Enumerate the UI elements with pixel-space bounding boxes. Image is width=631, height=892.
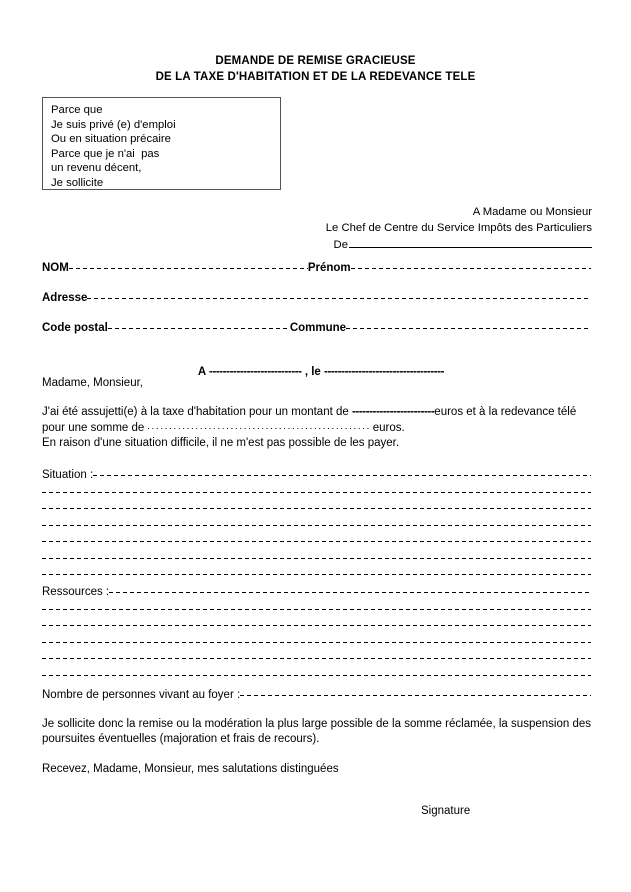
dash-rule	[42, 486, 591, 495]
document-title	[0, 53, 631, 85]
reason-line-1: Parce que	[51, 104, 103, 116]
reason-box	[42, 97, 281, 190]
dash-rule	[42, 652, 591, 661]
row-adresse	[42, 292, 591, 304]
dash-rule	[42, 669, 591, 678]
recipient-de-row	[0, 236, 592, 253]
section-situation	[42, 469, 591, 585]
title-line-1: DEMANDE DE REMISE GRACIEUSE	[215, 55, 416, 67]
situation-input-line-7[interactable]	[42, 568, 591, 585]
reason-line-3: Ou en situation précaire	[51, 133, 171, 146]
adresse-input-field[interactable]	[87, 292, 591, 301]
dash-rule	[42, 502, 591, 511]
reason-line-5: un revenu décent,	[51, 162, 142, 175]
dash-rule	[42, 603, 591, 612]
situation-input-line-5[interactable]	[42, 535, 591, 552]
situation-input-line-1[interactable]	[93, 469, 591, 478]
prenom-input-field[interactable]	[351, 262, 591, 271]
dash-rule	[42, 636, 591, 645]
recipient-block	[0, 205, 592, 236]
dash-rule	[42, 619, 591, 628]
reason-line-2: Je suis privé (e) d'emploi	[51, 118, 176, 131]
prenom-label: Prénom	[307, 262, 351, 274]
row-nom-prenom	[42, 262, 591, 274]
commune-input-field[interactable]	[346, 322, 591, 331]
commune-label: Commune	[289, 322, 347, 334]
ressources-input-line-1[interactable]	[109, 586, 591, 595]
taxe-unit: euros.	[369, 422, 405, 435]
dash-rule	[42, 568, 591, 577]
dash-rule	[42, 552, 591, 561]
dash-rule	[42, 519, 591, 528]
row-nombre-personnes	[42, 689, 591, 701]
ressources-input-line-2[interactable]	[42, 603, 591, 620]
ressources-label: Ressources :	[42, 586, 110, 598]
row-code-postal-commune	[42, 322, 591, 334]
montant-input-field[interactable]: ------------------------	[351, 406, 435, 418]
situation-input-line-6[interactable]	[42, 552, 591, 569]
ressources-input-line-6[interactable]	[42, 669, 591, 686]
section-ressources	[42, 586, 591, 685]
place-label: A	[197, 366, 206, 378]
foyer-input-field[interactable]	[240, 689, 591, 698]
situation-input-line-2[interactable]	[42, 486, 591, 503]
salutation-text: Madame, Monsieur,	[42, 377, 143, 389]
nom-label: NOM	[42, 262, 69, 274]
code-postal-label: Code postal	[42, 322, 108, 334]
situation-input-line-4[interactable]	[42, 519, 591, 536]
situation-head	[42, 469, 591, 486]
code-postal-input-field[interactable]	[108, 322, 290, 331]
date-input-field[interactable]: -----------------------------------	[324, 366, 445, 378]
taxe-text-before: J'ai été assujetti(e) à la taxe d'habitation pour un montant de	[42, 406, 349, 418]
title-line-2: DE LA TAXE D'HABITATION ET DE LA REDEVANCE TELE	[155, 71, 476, 83]
taxe-last-line: En raison d'une situation difficile, il ne m'est pas possible de les payer.	[42, 437, 400, 450]
recipient-line-2: Le Chef de Centre du Service Impôts des Particuliers	[325, 221, 592, 234]
ressources-input-line-5[interactable]	[42, 652, 591, 669]
taxe-text-after: euros et à la redevance télé pour une somme de	[42, 406, 577, 435]
reason-line-6: Je sollicite	[51, 176, 104, 189]
recipient-line-1: A Madame ou Monsieur	[472, 206, 592, 218]
de-underline-field[interactable]	[349, 236, 592, 248]
paragraph-taxe	[42, 405, 591, 452]
situation-input-line-3[interactable]	[42, 502, 591, 519]
ressources-input-line-3[interactable]	[42, 619, 591, 636]
adresse-label: Adresse	[42, 292, 88, 304]
ressources-head	[42, 586, 591, 603]
signature-label: Signature	[421, 805, 471, 817]
paragraph-recevez: Recevez, Madame, Monsieur, mes salutations distinguées	[42, 763, 339, 775]
dash-rule	[42, 535, 591, 544]
reason-line-4: Parce que je n'ai pas	[51, 147, 160, 160]
situation-label: Situation :	[42, 469, 94, 481]
date-label: , le	[304, 366, 321, 378]
foyer-label: Nombre de personnes vivant au foyer :	[42, 689, 241, 701]
somme-input-field[interactable]	[148, 420, 370, 431]
paragraph-sollicite: Je sollicite donc la remise ou la modération la plus large possible de la somme réclamée, la suspension des poursuites éventuelles (majoration et frais de recours).	[42, 718, 591, 746]
ressources-input-line-4[interactable]	[42, 636, 591, 653]
de-label: De	[333, 239, 348, 251]
nom-input-field[interactable]	[69, 262, 308, 271]
place-input-field[interactable]: ---------------------------	[209, 366, 302, 378]
